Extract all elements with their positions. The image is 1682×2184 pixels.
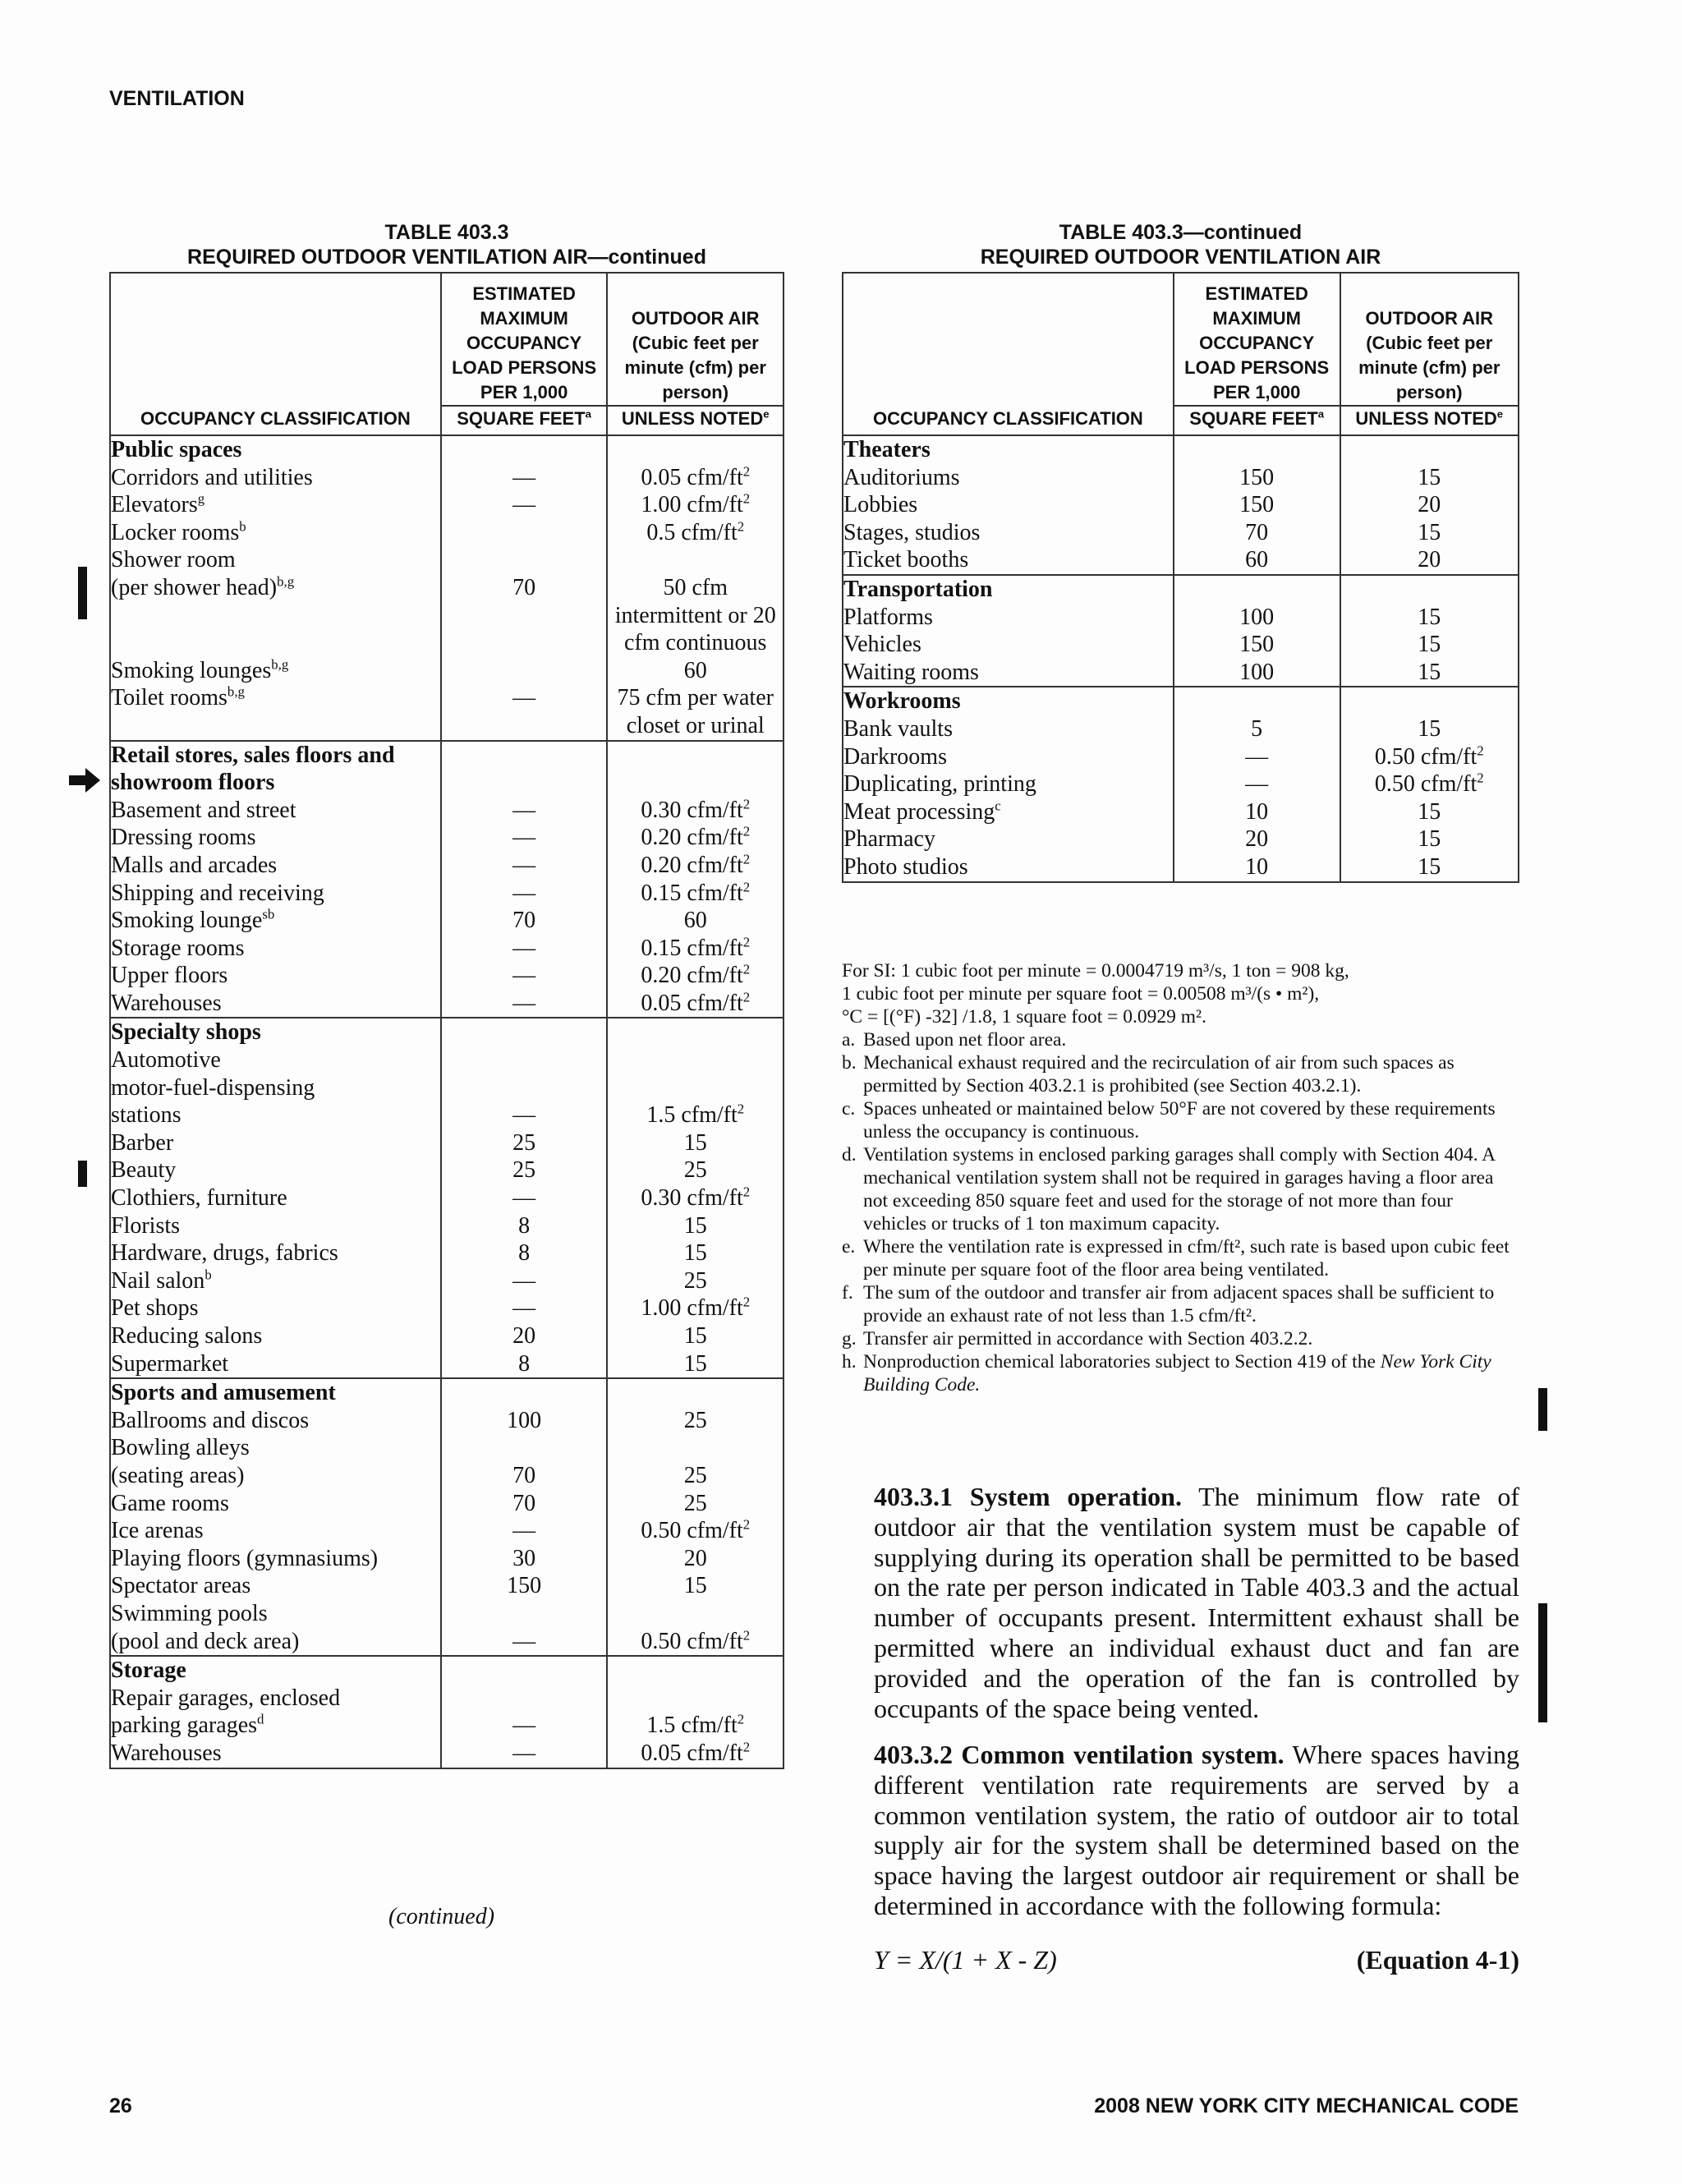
load-cell: 25 [441, 1129, 608, 1157]
air-cell [607, 1685, 784, 1713]
si-note-line-3: °C = [(°F) -32] /1.8, 1 square foot = 0.0929 m². [842, 1006, 1206, 1028]
table-row [110, 546, 784, 574]
table-row [110, 1350, 784, 1379]
load-cell: 8 [441, 1239, 608, 1267]
equation-label: (Equation 4-1) [1356, 1945, 1519, 1975]
table-row [843, 798, 1519, 826]
change-arrow-icon [69, 768, 100, 793]
footnote: c. Spaces unheated or maintained below 50°F are not covered by these requirements unless the occupancy is continuous. [842, 1098, 1496, 1143]
occupancy-cell: Florists [110, 1212, 441, 1240]
load-cell: 150 [1174, 491, 1340, 519]
footnote: a. Based upon net floor area. [842, 1029, 1067, 1051]
load-cell [441, 1685, 608, 1713]
table-row [110, 1046, 784, 1074]
load-cell [441, 1074, 608, 1102]
occupancy-cell: Ticket booths [843, 546, 1174, 575]
footnote: f. The sum of the outdoor and transfer air from adjacent spaces shall be sufficient to provide an exhaust rate of not less than 1.5 cfm/ft². [842, 1282, 1495, 1326]
occupancy-cell: Toilet rooms$^{b,g}$ [110, 684, 441, 740]
occupancy-cell: Lobbies [843, 491, 1174, 519]
table-row [843, 519, 1519, 547]
table-row [110, 1462, 784, 1490]
table-row [110, 1628, 784, 1657]
occupancy-cell: Shipping and receiving [110, 880, 441, 908]
air-cell: 20 [1340, 546, 1519, 575]
table-row [843, 770, 1519, 798]
col-load-header-top: ESTIMATED MAXIMUM OCCUPANCY LOAD PERSONS PER 1,000 [441, 273, 608, 406]
footnote: d. Ventilation systems in enclosed parking garages shall comply with Section 404. A mechanical ventilation system shall not be required in garages having a floor area not exceeding 850 square feet and used for the storage of not more than four vehicles or trucks of 1 ton maximum capacity. [842, 1144, 1495, 1235]
occupancy-cell: Smoking lounge$^{sb}$ [110, 907, 441, 935]
right-table-caption [842, 220, 1519, 269]
occupancy-cell: Auditoriums [843, 464, 1174, 492]
air-cell [607, 546, 784, 574]
occupancy-cell: Ice arenas [110, 1517, 441, 1545]
load-cell: — [441, 990, 608, 1018]
section-heading: 403.3.1 System operation. [874, 1482, 1182, 1511]
table-row [110, 1101, 784, 1129]
running-head: VENTILATION [109, 87, 245, 110]
load-cell: 10 [1174, 798, 1340, 826]
load-cell: — [441, 1712, 608, 1740]
occupancy-cell: Platforms [843, 604, 1174, 632]
air-cell: 1.00 cfm/$ft^2$ [607, 491, 784, 519]
load-cell: 150 [441, 1572, 608, 1600]
load-cell: 30 [441, 1545, 608, 1573]
occupancy-cell: Bowling alleys [110, 1434, 441, 1462]
load-cell [441, 1600, 608, 1628]
load-cell: — [441, 935, 608, 963]
table-row [843, 491, 1519, 519]
occupancy-cell: Swimming pools [110, 1600, 441, 1628]
table-row [110, 1267, 784, 1295]
table-row [843, 604, 1519, 632]
change-bar [78, 1161, 87, 1187]
air-cell: 0.20 cfm/$ft^2$ [607, 852, 784, 880]
table-row [110, 1434, 784, 1462]
load-cell: 60 [1174, 546, 1340, 575]
occupancy-cell: Smoking lounges$^{b,g}$ [110, 657, 441, 685]
load-cell: 8 [441, 1212, 608, 1240]
occupancy-cell: Stages, studios [843, 519, 1174, 547]
air-cell: 25 [607, 1490, 784, 1518]
group-title: Workrooms [843, 687, 1174, 715]
table-row [110, 797, 784, 825]
load-cell: 100 [1174, 604, 1340, 632]
air-cell: 15 [1340, 798, 1519, 826]
air-cell: 0.5 cfm/$ft^2$ [607, 519, 784, 547]
table-row [110, 1212, 784, 1240]
air-cell: 25 [607, 1267, 784, 1295]
occupancy-cell: stations [110, 1101, 441, 1129]
table-row [843, 825, 1519, 853]
load-cell: — [1174, 770, 1340, 798]
load-cell: 150 [1174, 631, 1340, 659]
air-cell: 0.20 cfm/$ft^2$ [607, 962, 784, 990]
table-group [843, 435, 1519, 575]
left-table [109, 272, 784, 1769]
group-title: Specialty shops [110, 1018, 441, 1046]
table-row [110, 1740, 784, 1768]
load-cell: — [441, 1628, 608, 1657]
change-bar [78, 567, 87, 619]
occupancy-cell: (pool and deck area) [110, 1628, 441, 1657]
load-cell: — [441, 880, 608, 908]
load-cell: — [441, 491, 608, 519]
table-row [110, 1600, 784, 1628]
air-cell: 60 [607, 907, 784, 935]
occupancy-cell: Darkrooms [843, 743, 1174, 771]
footer-title: 2008 NEW YORK CITY MECHANICAL CODE [1094, 2094, 1519, 2117]
load-cell: — [441, 1517, 608, 1545]
load-cell: 70 [441, 907, 608, 935]
air-cell: 0.15 cfm/$ft^2$ [607, 880, 784, 908]
table-row [110, 1074, 784, 1102]
table-row [843, 715, 1519, 743]
load-cell: 20 [1174, 825, 1340, 853]
continued-note: (continued) [388, 1904, 495, 1929]
occupancy-cell: Upper floors [110, 962, 441, 990]
equation-4-1 [874, 1945, 1519, 1975]
table-row [110, 1294, 784, 1322]
occupancy-cell: Meat processing$^c$ [843, 798, 1174, 826]
occupancy-cell: Shower room [110, 546, 441, 574]
col-occupancy-header: OCCUPANCY CLASSIFICATION [110, 273, 441, 435]
table-row [110, 1517, 784, 1545]
occupancy-cell: (seating areas) [110, 1462, 441, 1490]
occupancy-cell: Dressing rooms [110, 824, 441, 852]
footnote: e. Where the ventilation rate is expressed in cfm/ft², such rate is based upon cubic feet per minute per square foot of the floor area being ventilated. [842, 1236, 1510, 1281]
table-row [110, 935, 784, 963]
right-table [842, 272, 1519, 883]
load-cell: 20 [441, 1322, 608, 1350]
load-cell: 70 [441, 1490, 608, 1518]
air-cell: 15 [1340, 631, 1519, 659]
load-cell [441, 519, 608, 547]
load-cell: 100 [1174, 659, 1340, 687]
table-row [110, 880, 784, 908]
air-cell: 20 [1340, 491, 1519, 519]
air-cell: 15 [1340, 715, 1519, 743]
footnote-list [842, 1028, 1519, 1396]
load-cell: — [441, 1740, 608, 1768]
right-table-title: TABLE 403.3—continued [1059, 221, 1303, 244]
air-cell: 15 [1340, 604, 1519, 632]
table-row [110, 491, 784, 519]
occupancy-cell: Storage rooms [110, 935, 441, 963]
load-cell: 70 [1174, 519, 1340, 547]
change-bar [1538, 1603, 1547, 1722]
load-cell [441, 657, 608, 685]
load-cell: — [441, 684, 608, 740]
equation-formula: Y = X/(1 + X - Z) [874, 1945, 1057, 1975]
col-load-header-bottom: SQUARE FEET$^a$ [1174, 406, 1340, 435]
occupancy-cell: Warehouses [110, 1740, 441, 1768]
air-cell: 0.05 cfm/$ft^2$ [607, 1740, 784, 1768]
occupancy-cell: Corridors and utilities [110, 464, 441, 492]
table-row [110, 1712, 784, 1740]
table-row [110, 519, 784, 547]
group-title: Transportation [843, 575, 1174, 604]
occupancy-cell: Automotive [110, 1046, 441, 1074]
col-air-header-bottom: UNLESS NOTED$^e$ [607, 406, 784, 435]
table-row [110, 1685, 784, 1713]
occupancy-cell: Elevators$^g$ [110, 491, 441, 519]
occupancy-cell: Supermarket [110, 1350, 441, 1379]
air-cell: 15 [607, 1212, 784, 1240]
group-title: Storage [110, 1656, 441, 1685]
section-403-3-2 [874, 1740, 1519, 1921]
load-cell [441, 546, 608, 574]
left-table-subtitle: REQUIRED OUTDOOR VENTILATION AIR—continued [187, 246, 706, 269]
air-cell: 0.05 cfm/$ft^2$ [607, 464, 784, 492]
occupancy-cell: Playing floors (gymnasiums) [110, 1545, 441, 1573]
air-cell: 50 cfm intermittent or 20 cfm continuous [607, 574, 784, 657]
load-cell: — [441, 852, 608, 880]
change-bar [1538, 1388, 1547, 1431]
table-group [110, 1378, 784, 1656]
air-cell: 25 [607, 1462, 784, 1490]
occupancy-cell: Duplicating, printing [843, 770, 1174, 798]
occupancy-cell: Pet shops [110, 1294, 441, 1322]
occupancy-cell: Warehouses [110, 990, 441, 1018]
air-cell: 25 [607, 1407, 784, 1435]
occupancy-cell: Barber [110, 1129, 441, 1157]
table-group [843, 687, 1519, 881]
table-row [843, 853, 1519, 882]
load-cell: — [441, 1267, 608, 1295]
load-cell: 70 [441, 1462, 608, 1490]
occupancy-cell: Beauty [110, 1156, 441, 1184]
air-cell: 15 [1340, 825, 1519, 853]
occupancy-cell: Nail salon$^b$ [110, 1267, 441, 1295]
table-row [110, 1322, 784, 1350]
occupancy-cell: Vehicles [843, 631, 1174, 659]
table-row [110, 1490, 784, 1518]
col-load-header-top: ESTIMATED MAXIMUM OCCUPANCY LOAD PERSONS PER 1,000 [1174, 273, 1340, 406]
air-cell [607, 1434, 784, 1462]
load-cell: — [441, 464, 608, 492]
table-row [843, 631, 1519, 659]
col-air-header-bottom: UNLESS NOTED$^e$ [1340, 406, 1519, 435]
table-group [110, 1656, 784, 1768]
group-title: Theaters [843, 435, 1174, 464]
load-cell: 25 [441, 1156, 608, 1184]
air-cell: 15 [607, 1350, 784, 1379]
load-cell [441, 1046, 608, 1074]
table-row [110, 962, 784, 990]
air-cell: 15 [1340, 464, 1519, 492]
occupancy-cell: Waiting rooms [843, 659, 1174, 687]
table-row [110, 852, 784, 880]
air-cell: 0.50 cfm/$ft^2$ [1340, 770, 1519, 798]
air-cell [607, 1600, 784, 1628]
occupancy-cell: motor-fuel-dispensing [110, 1074, 441, 1102]
table-group [110, 435, 784, 741]
air-cell: 20 [607, 1545, 784, 1573]
table-row [110, 1129, 784, 1157]
load-cell: 70 [441, 574, 608, 657]
table-row [110, 1407, 784, 1435]
page-number: 26 [109, 2094, 132, 2117]
occupancy-cell: Malls and arcades [110, 852, 441, 880]
air-cell: 60 [607, 657, 784, 685]
air-cell: 1.5 cfm/$ft^2$ [607, 1712, 784, 1740]
air-cell: 15 [607, 1322, 784, 1350]
air-cell: 0.30 cfm/$ft^2$ [607, 1184, 784, 1212]
air-cell: 15 [607, 1239, 784, 1267]
air-cell: 0.30 cfm/$ft^2$ [607, 797, 784, 825]
occupancy-cell: Hardware, drugs, fabrics [110, 1239, 441, 1267]
table-row [110, 824, 784, 852]
load-cell: — [441, 1294, 608, 1322]
occupancy-cell: Clothiers, furniture [110, 1184, 441, 1212]
load-cell: — [441, 1184, 608, 1212]
table-row [110, 1572, 784, 1600]
load-cell: — [441, 1101, 608, 1129]
table-notes [842, 959, 1519, 1396]
air-cell: 0.50 cfm/$ft^2$ [607, 1517, 784, 1545]
air-cell: 0.50 cfm/$ft^2$ [1340, 743, 1519, 771]
footnote: h. Nonproduction chemical laboratories subject to Section 419 of the New York City Building Code. [842, 1351, 1491, 1395]
left-table-caption [109, 220, 784, 269]
load-cell: 8 [441, 1350, 608, 1379]
load-cell: — [441, 962, 608, 990]
table-row [110, 1156, 784, 1184]
occupancy-cell: Spectator areas [110, 1572, 441, 1600]
occupancy-cell: (per shower head)$^{b,g}$ [110, 574, 441, 657]
occupancy-cell: Photo studios [843, 853, 1174, 882]
right-table-subtitle: REQUIRED OUTDOOR VENTILATION AIR [980, 246, 1381, 269]
air-cell: 75 cfm per water closet or urinal [607, 684, 784, 740]
occupancy-cell: Game rooms [110, 1490, 441, 1518]
table-row [843, 659, 1519, 687]
group-title: Public spaces [110, 435, 441, 464]
table-row [843, 743, 1519, 771]
table-row [110, 684, 784, 740]
table-row [110, 990, 784, 1018]
occupancy-cell: Ballrooms and discos [110, 1407, 441, 1435]
occupancy-cell: Locker rooms$^b$ [110, 519, 441, 547]
load-cell: 150 [1174, 464, 1340, 492]
occupancy-cell: Reducing salons [110, 1322, 441, 1350]
si-note-line-1: For SI: 1 cubic foot per minute = 0.0004719 m³/s, 1 ton = 908 kg, [842, 960, 1349, 982]
air-cell: 15 [607, 1129, 784, 1157]
occupancy-cell: Pharmacy [843, 825, 1174, 853]
col-air-header-top: OUTDOOR AIR (Cubic feet per minute (cfm) per person) [607, 273, 784, 406]
load-cell: 5 [1174, 715, 1340, 743]
table-row [843, 546, 1519, 575]
footnote: b. Mechanical exhaust required and the recirculation of air from such spaces as permitted by Section 403.2.1 is prohibited (see Section 403.2.1). [842, 1052, 1455, 1097]
air-cell: 15 [1340, 659, 1519, 687]
group-title: Sports and amusement [110, 1378, 441, 1407]
air-cell [607, 1074, 784, 1102]
table-row [110, 1545, 784, 1573]
load-cell: — [441, 824, 608, 852]
left-table-title: TABLE 403.3 [384, 221, 509, 244]
table-row [110, 907, 784, 935]
load-cell: 100 [441, 1407, 608, 1435]
load-cell [441, 1434, 608, 1462]
col-occupancy-header: OCCUPANCY CLASSIFICATION [843, 273, 1174, 435]
air-cell: 25 [607, 1156, 784, 1184]
table-row [110, 1239, 784, 1267]
col-load-header-bottom: SQUARE FEET$^a$ [441, 406, 608, 435]
section-body: Where spaces having different ventilation rate requirements are served by a common ventilation system, the ratio of outdoor air to total supply air for the system shall be determined based on the space having the largest outdoor air requirement or shall be determined in accordance with the following formula: [874, 1740, 1519, 1920]
air-cell: 15 [1340, 519, 1519, 547]
load-cell: — [441, 797, 608, 825]
table-group [843, 575, 1519, 687]
air-cell: 15 [607, 1572, 784, 1600]
occupancy-cell: Repair garages, enclosed [110, 1685, 441, 1713]
si-note-line-2: 1 cubic foot per minute per square foot = 0.00508 m³/(s • m²), [842, 983, 1320, 1005]
occupancy-cell: Basement and street [110, 797, 441, 825]
table-row [110, 574, 784, 657]
section-body: The minimum flow rate of outdoor air that the ventilation system must be capable of supplying during its operation shall be permitted to be based on the rate per person indicated in Table 403.3 and the actual number of occupants present. Intermittent exhaust shall be permitted where an individual exhaust duct and fan are provided and the operation of the fan is controlled by occupants of the space being vented. [874, 1482, 1519, 1723]
occupancy-cell: Bank vaults [843, 715, 1174, 743]
table-row [110, 1184, 784, 1212]
table-row [110, 657, 784, 685]
section-403-3-1 [874, 1482, 1519, 1723]
air-cell [607, 1046, 784, 1074]
air-cell: 0.15 cfm/$ft^2$ [607, 935, 784, 963]
air-cell: 0.50 cfm/$ft^2$ [607, 1628, 784, 1657]
section-heading: 403.3.2 Common ventilation system. [874, 1740, 1284, 1769]
occupancy-cell: parking garages$^d$ [110, 1712, 441, 1740]
air-cell: 1.5 cfm/$ft^2$ [607, 1101, 784, 1129]
footnote: g. Transfer air permitted in accordance with Section 403.2.2. [842, 1328, 1313, 1349]
table-group [110, 741, 784, 1018]
group-title: Retail stores, sales floors and showroom floors [110, 741, 441, 797]
air-cell: 0.20 cfm/$ft^2$ [607, 824, 784, 852]
load-cell: 10 [1174, 853, 1340, 882]
air-cell: 0.05 cfm/$ft^2$ [607, 990, 784, 1018]
table-group [110, 1018, 784, 1378]
air-cell: 1.00 cfm/$ft^2$ [607, 1294, 784, 1322]
table-row [110, 464, 784, 492]
load-cell: — [1174, 743, 1340, 771]
air-cell: 15 [1340, 853, 1519, 882]
table-row [843, 464, 1519, 492]
col-air-header-top: OUTDOOR AIR (Cubic feet per minute (cfm) per person) [1340, 273, 1519, 406]
